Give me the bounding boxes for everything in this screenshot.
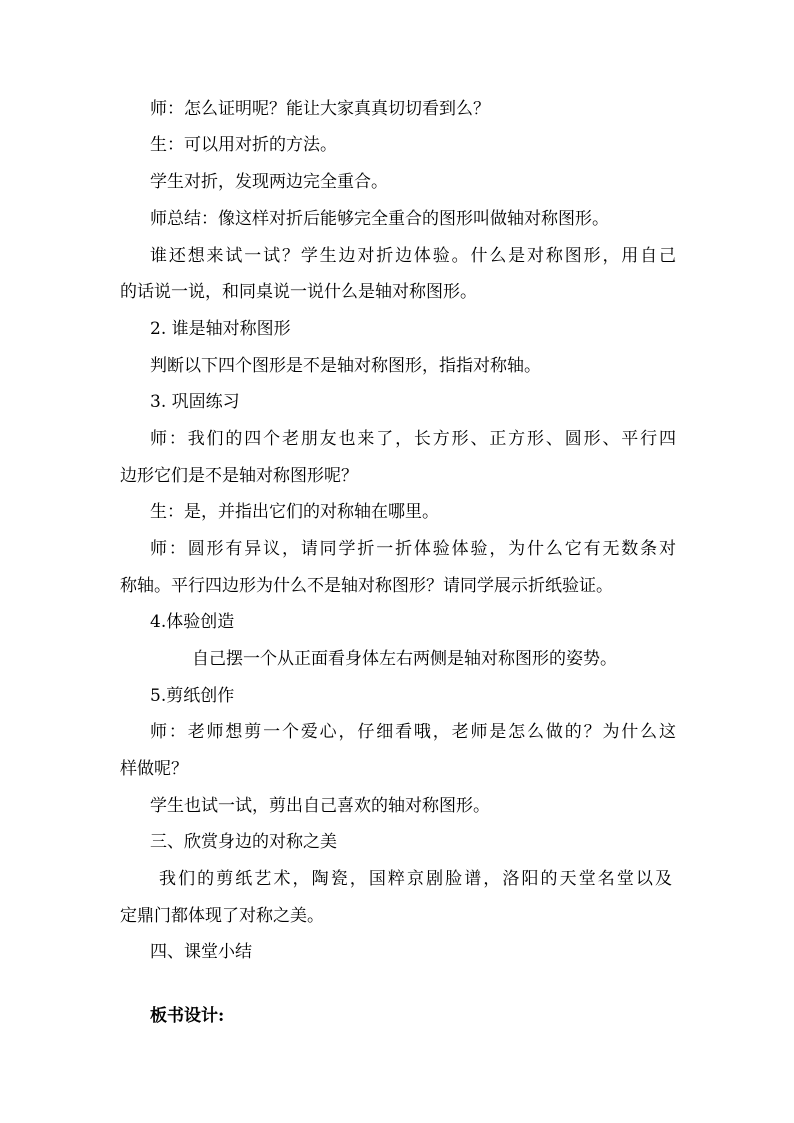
text-line: 样做呢？: [120, 759, 188, 779]
text-line: 师：老师想剪一个爱心，仔细看哦，老师是怎么做的？为什么这: [150, 722, 676, 742]
text-line: 判断以下四个图形是不是轴对称图形，指指对称轴。: [150, 356, 541, 376]
text-line: 学生对折，发现两边完全重合。: [150, 172, 388, 192]
text-line: 生：可以用对折的方法。: [150, 135, 337, 155]
section-heading: 4.体验创造: [150, 612, 235, 632]
text-line: 称轴。平行四边形为什么不是轴对称图形？请同学展示折纸验证。: [120, 576, 613, 596]
board-design-heading: 板书设计:: [150, 1006, 225, 1026]
text-line: 的话说一说，和同桌说一说什么是轴对称图形。: [120, 282, 477, 302]
text-line: 自己摆一个从正面看身体左右两侧是轴对称图形的姿势。: [192, 649, 617, 669]
text-line: 定鼎门都体现了对称之美。: [120, 906, 324, 926]
section-heading: 5.剪纸创作: [150, 686, 235, 706]
section-heading: 3. 巩固练习: [150, 392, 240, 412]
text-line: 师：我们的四个老朋友也来了，长方形、正方形、圆形、平行四: [150, 429, 676, 449]
text-line: 我们的剪纸艺术，陶瓷，国粹京剧脸谱，洛阳的天堂名堂以及: [159, 869, 672, 889]
text-line: 师：怎么证明呢？能让大家真真切切看到么？: [150, 99, 490, 119]
text-line: 师：圆形有异议，请同学折一折体验体验，为什么它有无数条对: [150, 539, 676, 559]
text-line: 谁还想来试一试？学生边对折边体验。什么是对称图形，用自己: [150, 246, 676, 266]
text-line: 师总结：像这样对折后能够完全重合的图形叫做轴对称图形。: [150, 209, 609, 229]
text-line: 边形它们是不是轴对称图形呢？: [120, 466, 358, 486]
text-line: 生：是，并指出它们的对称轴在哪里。: [150, 502, 439, 522]
text-line: 学生也试一试，剪出自己喜欢的轴对称图形。: [150, 796, 490, 816]
section-heading: 2. 谁是轴对称图形: [150, 319, 291, 339]
section-heading: 三、欣赏身边的对称之美: [150, 832, 337, 852]
section-heading: 四、课堂小结: [150, 942, 252, 962]
